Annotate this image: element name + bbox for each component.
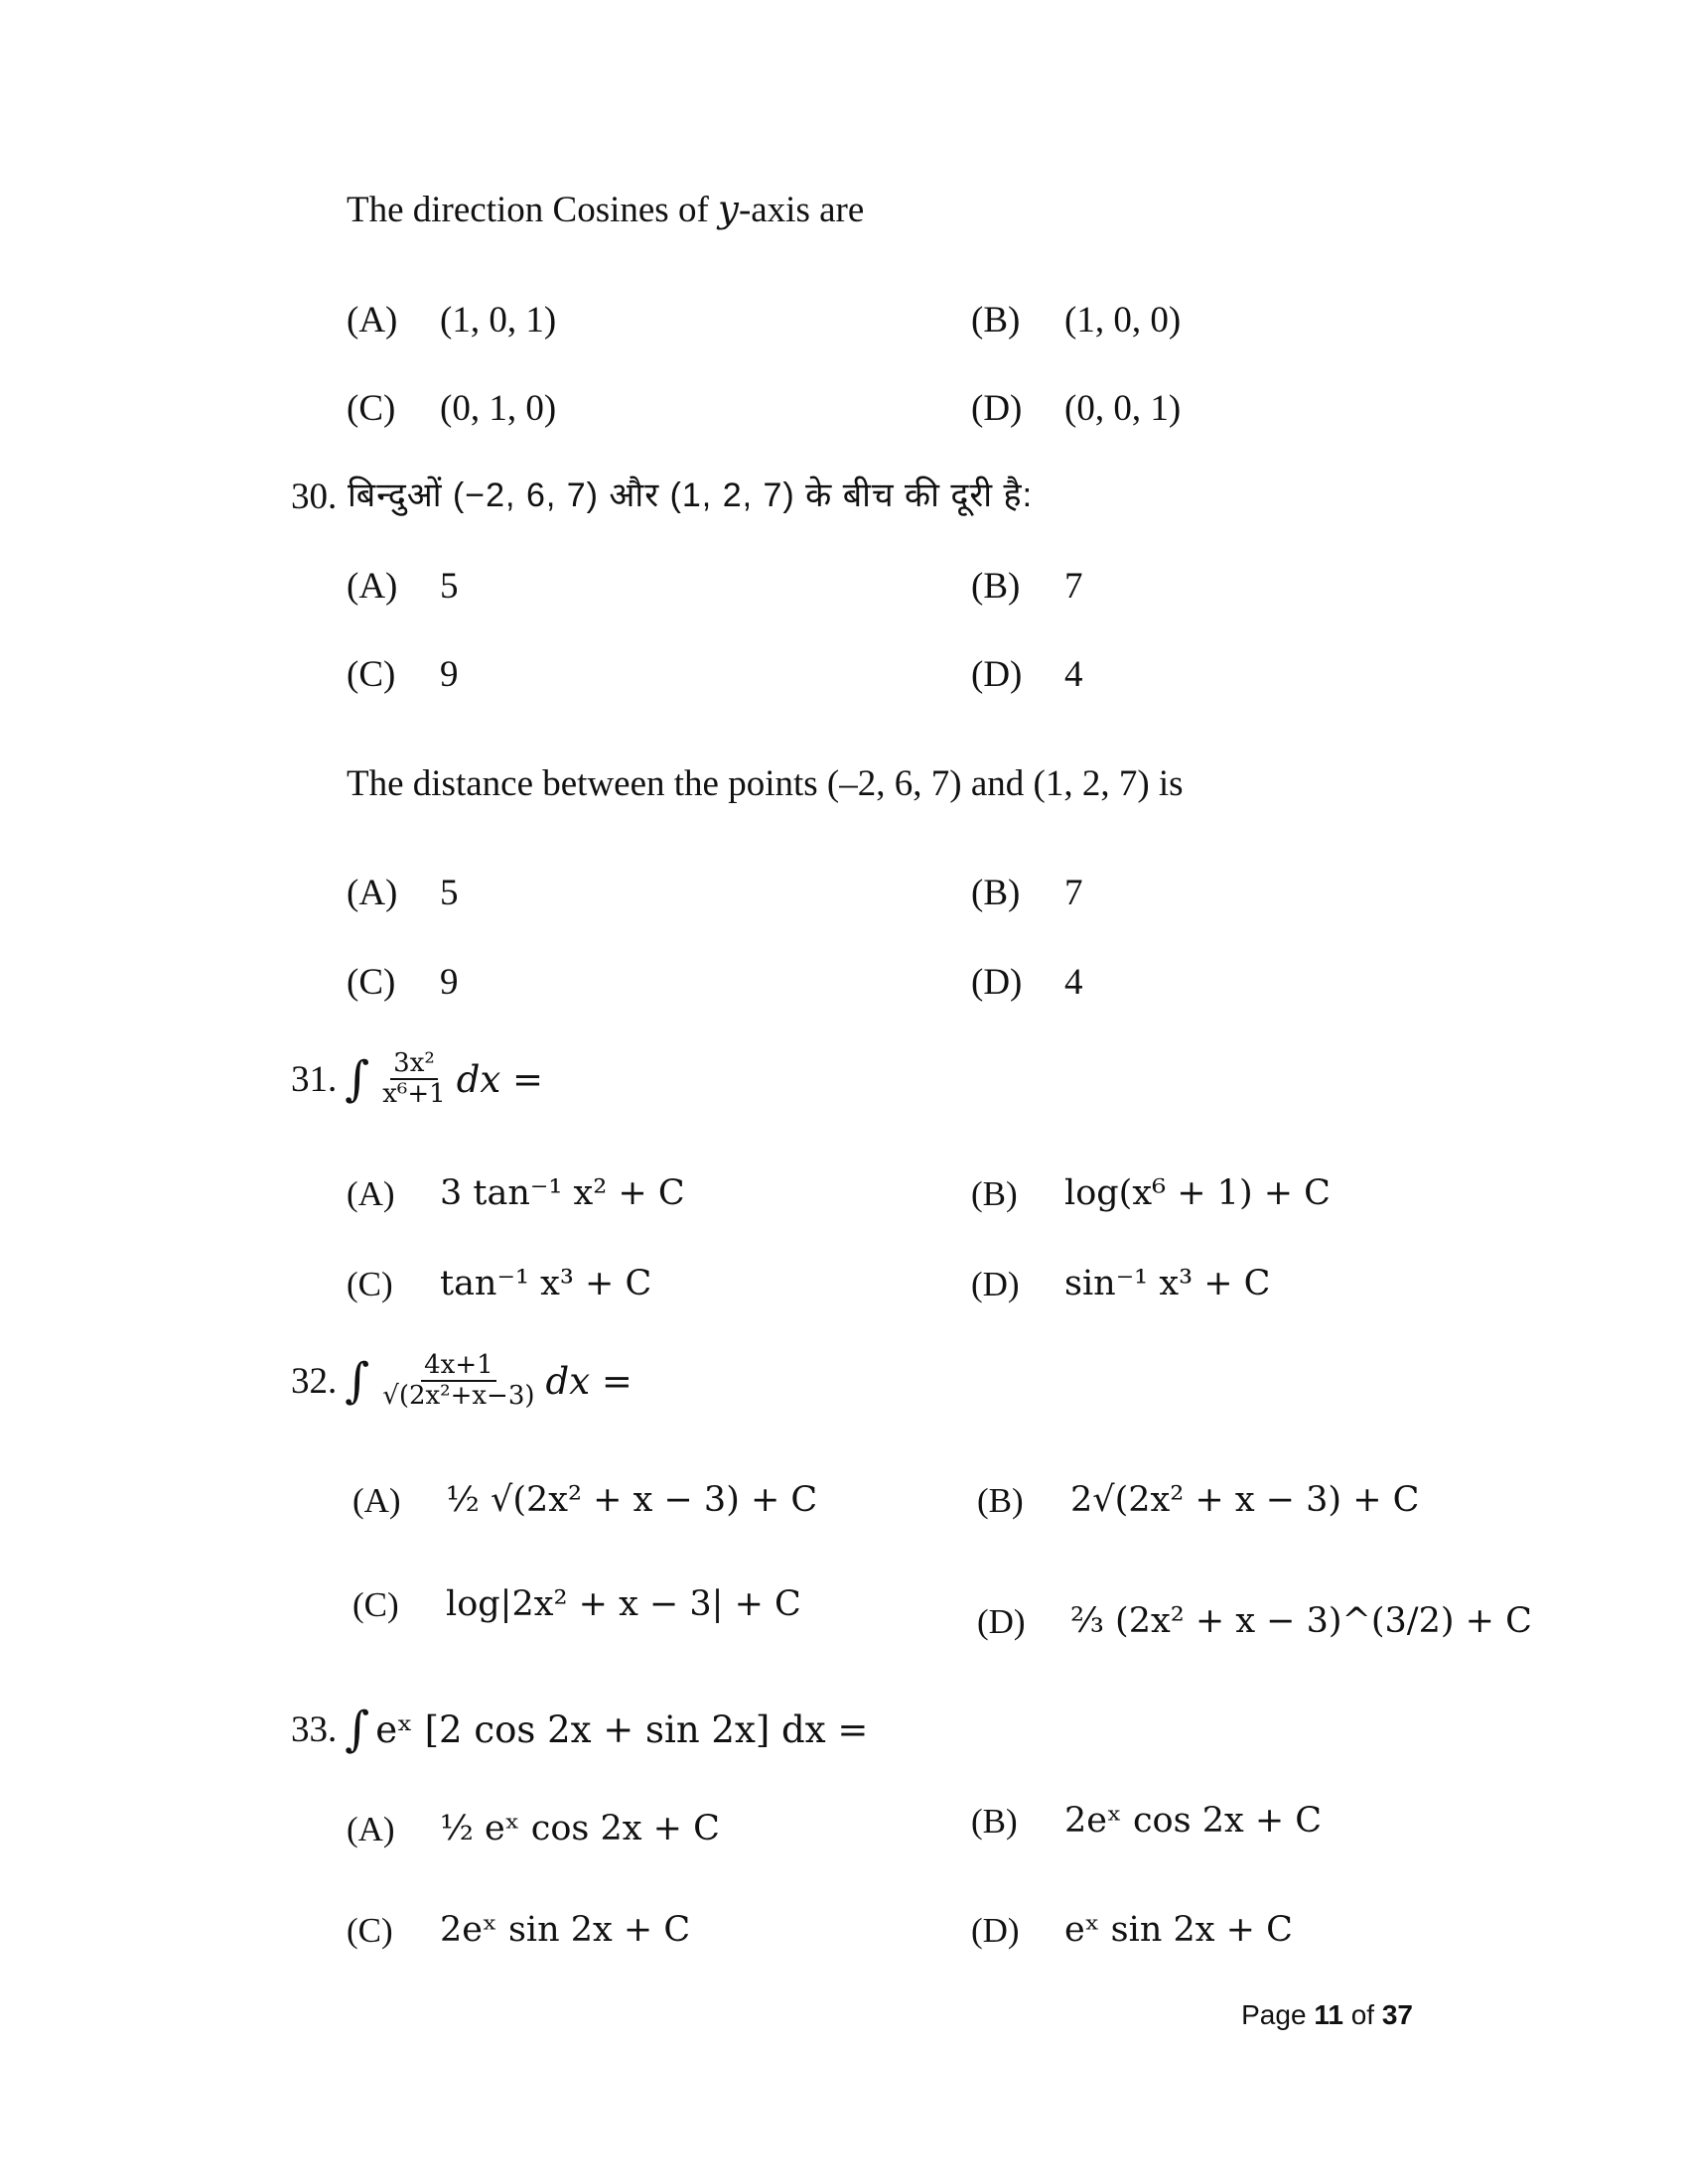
question-33-option-d[interactable] [971,1910,1293,1950]
option-label: (B) [971,1174,1018,1213]
integral-symbol: ∫ [345,1702,370,1757]
question-29-option-c[interactable] [347,390,556,427]
question-32-option-d[interactable] [977,1601,1532,1641]
option-value: sin⁻¹ x³ + C [1064,1264,1271,1303]
denominator-text: x⁶+1 [382,1079,446,1110]
option-label: (B) [971,1802,1018,1841]
option-value: 7 [1064,566,1083,607]
fraction-denominator [379,1382,537,1410]
option-label: (D) [977,1602,1026,1641]
option-label: (A) [347,1174,395,1213]
option-label: (B) [971,566,1021,607]
page-current: 11 [1314,1999,1343,2030]
question-30-hindi-option-d[interactable] [971,656,1083,693]
question-30-hindi-text: बिन्दुओं (−2, 6, 7) और (1, 2, 7) के बीच की दूरी है: [348,477,1034,514]
option-label: (A) [347,873,398,913]
option-value: ½ √(2x² + x − 3) + C [446,1480,818,1520]
question-31-option-a[interactable] [347,1173,685,1213]
option-value: 9 [440,962,459,1003]
question-32-option-b[interactable] [977,1480,1420,1520]
option-label: (D) [971,1911,1020,1950]
numerator-text: 4x+1 [424,1350,493,1380]
question-33-stem [291,1702,869,1757]
question-32-stem [291,1352,633,1411]
question-31-option-c[interactable] [347,1264,652,1303]
option-value: log(x⁶ + 1) + C [1064,1173,1331,1213]
question-29-english-text [347,188,865,230]
option-value: 2eˣ cos 2x + C [1064,1801,1323,1841]
option-value: tan⁻¹ x³ + C [440,1264,652,1303]
question-30-english-option-c[interactable] [347,964,459,1001]
denominator-text: √(2x²+x−3) [382,1381,535,1412]
question-33-option-b[interactable] [971,1801,1323,1841]
option-label: (C) [347,388,396,429]
question-32-option-c[interactable] [352,1584,801,1624]
option-value: eˣ sin 2x + C [1064,1910,1293,1950]
option-label: (A) [347,1810,395,1848]
page-of-label: of [1350,1999,1375,2030]
question-29-option-d[interactable] [971,390,1181,427]
question-31-stem [291,1050,543,1109]
question-30-english-option-b[interactable] [971,875,1083,911]
option-label: (C) [347,962,396,1003]
option-value: 4 [1064,962,1083,1003]
option-label: (B) [971,300,1021,341]
question-30-hindi-option-b[interactable] [971,568,1083,605]
option-label: (C) [347,1911,393,1950]
option-value: 5 [440,566,459,607]
option-label: (D) [971,654,1023,695]
differential-equals: dx = [456,1057,544,1101]
question-32-option-a[interactable] [352,1480,818,1520]
integrand-fraction [379,1050,448,1109]
option-value: (1, 0, 0) [1064,300,1182,341]
question-30-english-option-d[interactable] [971,964,1083,1001]
option-label: (D) [971,962,1023,1003]
option-label: (D) [971,388,1023,429]
option-value: (0, 1, 0) [440,388,557,429]
integral-symbol: ∫ [345,1051,370,1108]
question-30-english-text: The distance between the points (–2, 6, 7) and (1, 2, 7) is [347,763,1184,804]
question-33-number: 33. [291,1708,338,1750]
integrand-fraction [379,1352,537,1411]
option-value: 4 [1064,654,1083,695]
math-variable: y [718,188,739,230]
question-30-number: 30. [291,477,338,517]
numerator-text: 3x² [393,1048,435,1078]
option-value: ⅔ (2x² + x − 3)^(3/2) + C [1070,1601,1532,1641]
differential-equals: dx = [545,1359,633,1403]
option-value: 2eˣ sin 2x + C [440,1910,691,1950]
option-value: (0, 0, 1) [1064,388,1182,429]
option-label: (B) [971,873,1021,913]
option-value: 2√(2x² + x − 3) + C [1070,1480,1420,1520]
question-32-number: 32. [291,1360,338,1402]
option-label: (C) [352,1585,399,1624]
option-value: (1, 0, 1) [440,300,557,341]
question-31-number: 31. [291,1058,338,1100]
fraction-numerator [390,1050,438,1080]
fraction-numerator [421,1352,496,1382]
question-31-option-d[interactable] [971,1264,1271,1303]
option-label: (A) [347,300,398,341]
question-30-english-option-a[interactable] [347,875,459,911]
page-total: 37 [1381,1999,1413,2030]
question-text: The direction Cosines of [347,190,719,230]
question-29-option-b[interactable] [971,302,1181,339]
option-label: (C) [347,1265,393,1303]
option-value: ½ eˣ cos 2x + C [440,1809,720,1848]
option-value: 9 [440,654,459,695]
page-indicator [1241,1999,1413,2031]
page-label: Page [1241,1999,1307,2030]
integral-symbol: ∫ [345,1353,370,1410]
option-label: (B) [977,1481,1024,1520]
option-value: 3 tan⁻¹ x² + C [440,1173,685,1213]
fraction-denominator [379,1080,448,1108]
option-value: log|2x² + x − 3| + C [446,1584,801,1624]
question-31-option-b[interactable] [971,1173,1331,1213]
option-label: (A) [347,566,398,607]
option-label: (A) [352,1481,401,1520]
question-30-hindi-option-a[interactable] [347,568,459,605]
question-33-option-a[interactable] [347,1809,720,1848]
question-29-option-a[interactable] [347,302,556,339]
option-value: 7 [1064,873,1083,913]
option-label: (D) [971,1265,1020,1303]
question-30-hindi-option-c[interactable] [347,656,459,693]
question-text: -axis are [738,190,865,230]
question-33-option-c[interactable] [347,1910,691,1950]
integrand-expression: eˣ [2 cos 2x + sin 2x] dx = [375,1707,869,1751]
option-label: (C) [347,654,396,695]
option-value: 5 [440,873,459,913]
